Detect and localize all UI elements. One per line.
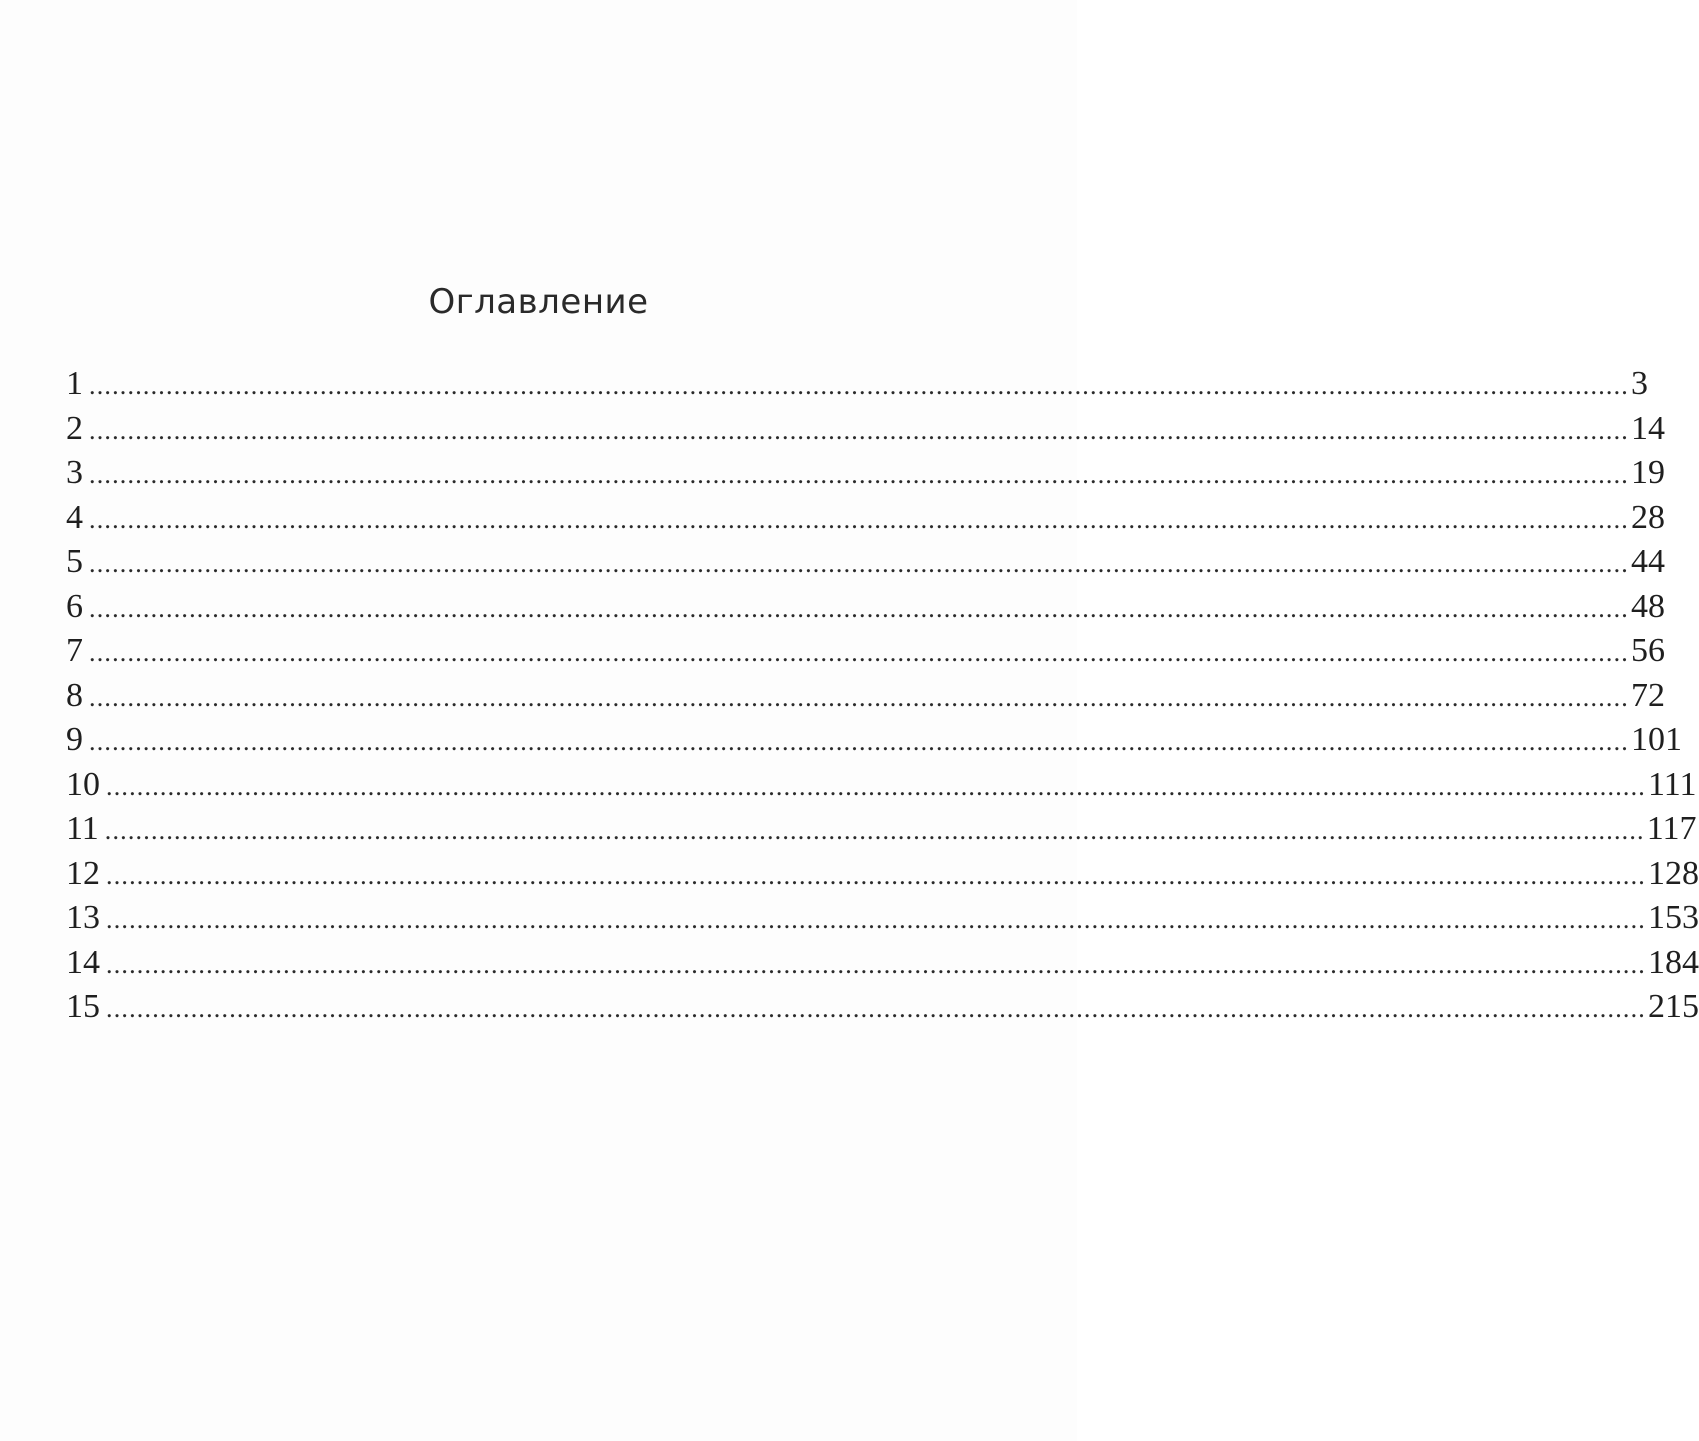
toc-entry bbox=[66, 496, 1665, 541]
toc-entry bbox=[66, 941, 1699, 986]
chapter-number: 2 bbox=[66, 409, 83, 447]
chapter-number: 15 bbox=[66, 988, 100, 1025]
page-number: 215 bbox=[1648, 988, 1699, 1025]
toc-entry bbox=[66, 763, 1697, 808]
toc-entry bbox=[66, 674, 1665, 719]
chapter-number: 1 bbox=[66, 365, 83, 402]
toc-entry bbox=[66, 585, 1665, 630]
toc-entry bbox=[66, 629, 1665, 674]
page-number: 72 bbox=[1631, 676, 1665, 714]
page-number: 48 bbox=[1631, 587, 1665, 625]
dot-leader: ........................................................................................................................................................................................................ bbox=[89, 549, 1629, 578]
page-number: 111 bbox=[1648, 765, 1697, 803]
dot-leader: ........................................................................................................................................................................................................ bbox=[89, 371, 1629, 400]
page-number: 184 bbox=[1648, 943, 1699, 981]
dot-leader: ........................................................................................................................................................................................................ bbox=[89, 593, 1629, 623]
dot-leader: ........................................................................................................................................................................................................ bbox=[89, 638, 1629, 667]
toc-entry bbox=[66, 896, 1699, 941]
toc-entry bbox=[66, 362, 1648, 407]
dot-leader: ........................................................................................................................................................................................................ bbox=[106, 994, 1646, 1023]
toc-entry bbox=[66, 718, 1682, 763]
page-number: 3 bbox=[1631, 365, 1648, 402]
dot-leader: ........................................................................................................................................................................................................ bbox=[106, 860, 1646, 890]
dot-leader: ........................................................................................................................................................................................................ bbox=[106, 905, 1646, 934]
chapter-number: 5 bbox=[66, 543, 83, 580]
toc-entry bbox=[66, 540, 1665, 585]
page-number: 128 bbox=[1648, 854, 1699, 892]
page-number: 28 bbox=[1631, 498, 1665, 536]
page-number: 19 bbox=[1631, 454, 1665, 491]
dot-leader: ........................................................................................................................................................................................................ bbox=[89, 415, 1629, 445]
chapter-number: 4 bbox=[66, 498, 83, 536]
chapter-number: 9 bbox=[66, 721, 83, 758]
toc-entry bbox=[66, 407, 1665, 452]
page-number: 14 bbox=[1631, 409, 1665, 447]
dot-leader: ........................................................................................................................................................................................................ bbox=[89, 504, 1629, 534]
dot-leader: ........................................................................................................................................................................................................ bbox=[89, 682, 1629, 712]
toc-entry bbox=[66, 451, 1665, 496]
toc-entry bbox=[66, 985, 1699, 1030]
page-number: 117 bbox=[1646, 810, 1697, 847]
chapter-number: 8 bbox=[66, 676, 83, 714]
toc-entry bbox=[66, 807, 1697, 852]
chapter-number: 12 bbox=[66, 854, 100, 892]
page-number: 44 bbox=[1631, 543, 1665, 580]
dot-leader: ........................................................................................................................................................................................................ bbox=[106, 771, 1646, 801]
chapter-number: 10 bbox=[66, 765, 100, 803]
page-number: 56 bbox=[1631, 632, 1665, 669]
dot-leader: ........................................................................................................................................................................................................ bbox=[104, 816, 1645, 845]
chapter-number: 14 bbox=[66, 943, 100, 981]
chapter-number: 6 bbox=[66, 587, 83, 625]
chapter-number: 7 bbox=[66, 632, 83, 669]
table-of-contents bbox=[66, 362, 1699, 1030]
page-number: 101 bbox=[1631, 721, 1682, 758]
chapter-number: 13 bbox=[66, 899, 100, 936]
dot-leader: ........................................................................................................................................................................................................ bbox=[106, 949, 1646, 979]
dot-leader: ........................................................................................................................................................................................................ bbox=[89, 460, 1629, 489]
chapter-number: 11 bbox=[66, 810, 99, 847]
page-number: 153 bbox=[1648, 899, 1699, 936]
toc-entry bbox=[66, 852, 1699, 897]
toc-heading: Оглавление bbox=[428, 282, 649, 322]
dot-leader: ........................................................................................................................................................................................................ bbox=[89, 727, 1629, 756]
chapter-number: 3 bbox=[66, 454, 83, 491]
